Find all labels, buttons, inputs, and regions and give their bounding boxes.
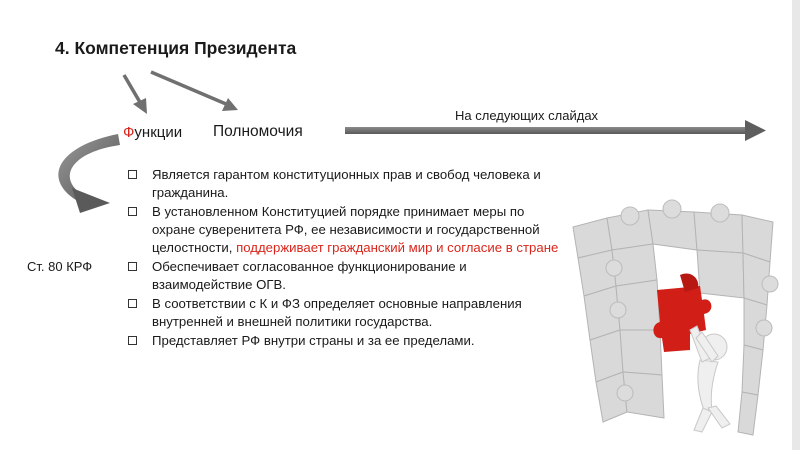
list-item-text: Является гарантом конституционных прав и свобод человека и гражданина.: [152, 167, 541, 200]
checkbox-bullet-icon: [128, 262, 137, 271]
competence-list: [128, 166, 568, 351]
arrow-to-next-slides-icon: [345, 120, 766, 141]
list-item: [128, 203, 568, 257]
list-item: [128, 295, 568, 331]
functions-label: Функции: [123, 124, 183, 141]
list-item-text: Представляет РФ внутри страны и за ее пределами.: [152, 333, 475, 348]
list-item-text: В соответствии с К и ФЗ определяет основные направления внутренней и внешней политики государства.: [152, 296, 522, 329]
checkbox-bullet-icon: [128, 299, 137, 308]
arrow-to-powers-icon: [151, 72, 238, 111]
checkbox-bullet-icon: [128, 170, 137, 179]
curved-arrow-icon: [58, 134, 120, 213]
list-item: [128, 166, 568, 202]
next-slides-label: На следующих слайдах: [455, 108, 599, 123]
article-reference: Ст. 80 КРФ: [27, 259, 93, 274]
powers-label: Полномочия: [213, 123, 303, 140]
checkbox-bullet-icon: [128, 207, 137, 216]
puzzle-illustration-icon: [573, 200, 778, 435]
arrow-to-functions-icon: [124, 75, 147, 114]
list-item-highlight: поддерживает гражданский мир и согласие в стране: [236, 240, 559, 255]
list-item-text: Обеспечивает согласованное функционирование и взаимодействие ОГВ.: [152, 259, 467, 292]
list-item: [128, 258, 568, 294]
slide-title: 4. Компетенция Президента: [55, 38, 297, 58]
list-item: [128, 332, 568, 350]
list-item-text: В установленном Конституцией порядке принимает меры по охране суверенитета РФ, ее независимости и государственной целостности,: [152, 204, 540, 255]
checkbox-bullet-icon: [128, 336, 137, 345]
functions-label-rest: ункции: [134, 124, 183, 141]
